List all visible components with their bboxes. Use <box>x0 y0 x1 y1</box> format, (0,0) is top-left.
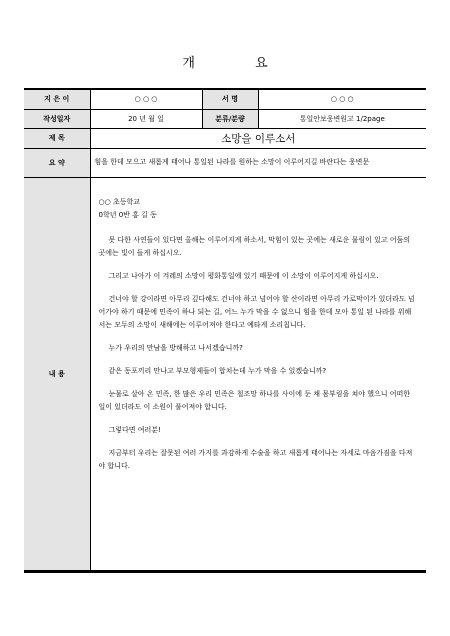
date-value: 20 년 월 일 <box>90 109 202 128</box>
body-paragraph: 누가 우리의 만남을 방해하고 나서겠습니까? <box>108 343 243 352</box>
subject-label: 제 목 <box>24 128 90 148</box>
body-label: 내 용 <box>24 177 90 570</box>
author-label: 지 은 이 <box>24 90 90 109</box>
student-name: 0학년 0반 홍 길 동 <box>98 210 157 219</box>
body-paragraph: 건너야 할 강이라면 아무리 깊다해도 건너야 하고 넘어야 할 산이라면 아무리 가로막이가 있더라도 넘어가야 하기 때문에 민족이 하나 되는 길, 어느 누가 막을 수 없으니 힘을 한데 모아 통일 된 나라를 위해서는 모두의 소망이 새해에는 이루어져야 한다고 예타게 소리칩니다. <box>98 294 415 329</box>
summary-label: 요 약 <box>24 148 90 177</box>
body-paragraph: 그렇다면 여러분! <box>108 425 161 434</box>
category-label: 분류/분량 <box>202 109 258 128</box>
author-value: ○ ○ ○ <box>90 90 202 109</box>
name-value: ○ ○ ○ <box>258 90 426 109</box>
document-title: 개 요 <box>182 56 296 71</box>
overview-table <box>24 90 426 571</box>
subject-value: 소망을 이루소서 <box>90 128 426 148</box>
overview-sheet <box>24 88 426 573</box>
body-paragraph: 못 다한 사연들이 있다면 올해는 이루어지게 하소서, 막힘이 있는 곳에는 새로운 물림이 있고 어둠의 곳에는 빛이 들게 하십시오. <box>98 235 411 257</box>
name-label: 서 명 <box>202 90 258 109</box>
body-paragraph: 지금부터 우리는 잘못된 여러 가지를 과감하게 수술을 하고 새롭게 태어나는 자세로 마음가짐을 다져야 합니다. <box>98 448 413 470</box>
body-paragraph: 같은 동포끼리 만나고 부모형제들이 합치는데 누가 막을 수 있겠습니까? <box>108 366 327 375</box>
date-label: 작성일자 <box>24 109 90 128</box>
category-value: 통일안보웅변원고 1/2page <box>258 109 426 128</box>
body-content <box>90 177 426 570</box>
summary-value: 힘을 한데 모으고 새롭게 태어나 통일된 나라를 원하는 소망이 이루어지길 바란다는 웅변문 <box>90 148 426 177</box>
school-name: ○○ 초등학교 <box>98 197 140 206</box>
body-paragraph: 눈물로 살아 온 민족, 한 많은 우리 민족은 철조망 하나를 사이에 둔 채 몸부림을 쳐야 했으니 어떠한 일이 있더라도 이 소원이 풀어져야 합니다. <box>98 389 411 411</box>
body-paragraph: 그리고 나아가 이 겨레의 소망이 평화통일에 있기 때문에 이 소망이 이루어지게 하십시오. <box>108 271 379 280</box>
